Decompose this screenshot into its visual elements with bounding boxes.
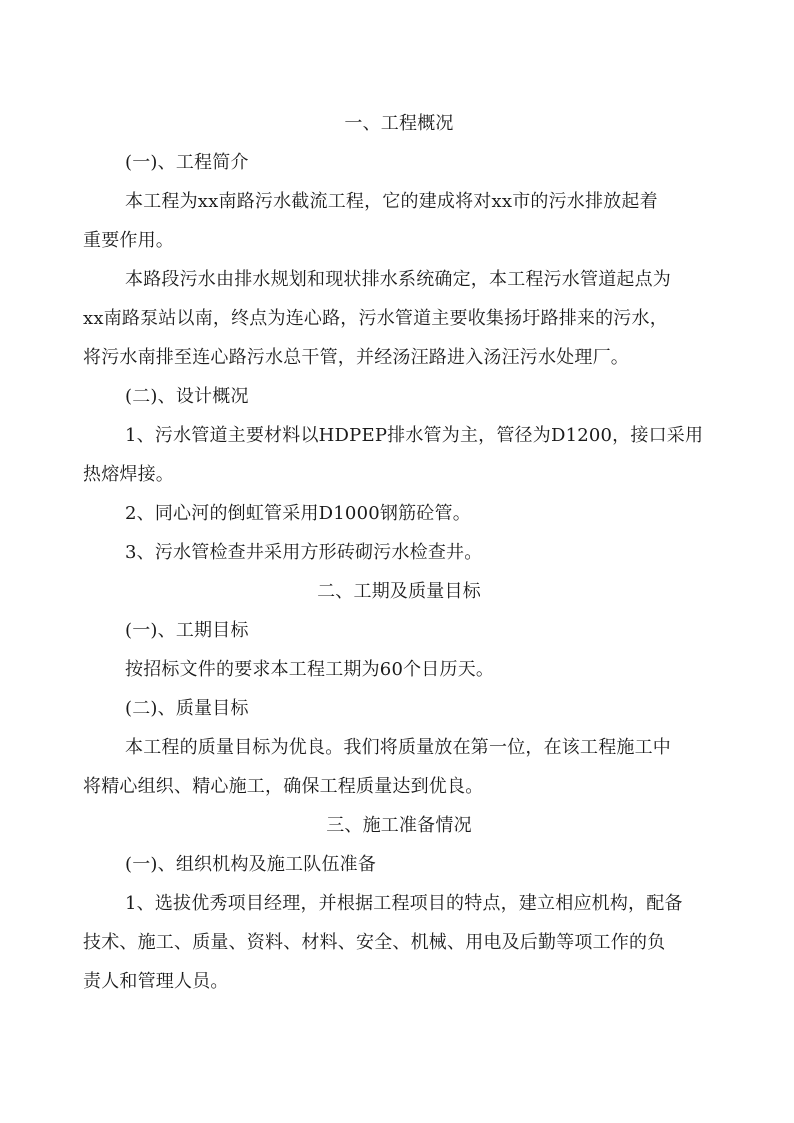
subsection-heading-3-1: (一)、组织机构及施工队伍准备	[125, 854, 377, 875]
paragraph-line: 本路段污水由排水规划和现状排水系统确定，本工程污水管道起点为	[125, 269, 671, 290]
paragraph-line: 将精心组织、精心施工，确保工程质量达到优良。	[83, 776, 484, 797]
paragraph-line: 本工程为xx南路污水截流工程，它的建成将对xx市的污水排放起着	[125, 191, 658, 212]
paragraph-line: 将污水南排至连心路污水总干管，并经汤汪路进入汤汪污水处理厂。	[83, 347, 629, 368]
paragraph-line: 责人和管理人员。	[83, 971, 229, 992]
paragraph-line: 本工程的质量目标为优良。我们将质量放在第一位，在该工程施工中	[125, 737, 671, 758]
paragraph-line: 2、同心河的倒虹管采用D1000钢筋砼管。	[125, 503, 471, 524]
subsection-heading-2-1: (一)、工期目标	[125, 620, 249, 641]
section-heading-2: 二、工期及质量目标	[317, 581, 481, 602]
section-heading-1: 一、工程概况	[344, 113, 454, 134]
paragraph-line: 1、污水管道主要材料以HDPEP排水管为主，管径为D1200，接口采用	[125, 425, 704, 446]
paragraph-line: 按招标文件的要求本工程工期为60个日历天。	[125, 659, 495, 680]
subsection-heading-2-2: (二)、质量目标	[125, 698, 249, 719]
subsection-heading-1-1: (一)、工程简介	[125, 152, 249, 173]
paragraph-line: 热熔焊接。	[83, 464, 174, 485]
paragraph-line: 重要作用。	[83, 230, 174, 251]
section-heading-3: 三、施工准备情况	[326, 815, 472, 836]
paragraph-line: 3、污水管检查井采用方形砖砌污水检查井。	[125, 542, 483, 563]
paragraph-line: 技术、施工、质量、资料、材料、安全、机械、用电及后勤等项工作的负	[83, 932, 666, 953]
paragraph-line: 1、选拔优秀项目经理，并根据工程项目的特点，建立相应机构，配备	[125, 893, 683, 914]
subsection-heading-1-2: (二)、设计概况	[125, 386, 249, 407]
paragraph-line: xx南路泵站以南，终点为连心路，污水管道主要收集扬圩路排来的污水，	[83, 308, 668, 329]
